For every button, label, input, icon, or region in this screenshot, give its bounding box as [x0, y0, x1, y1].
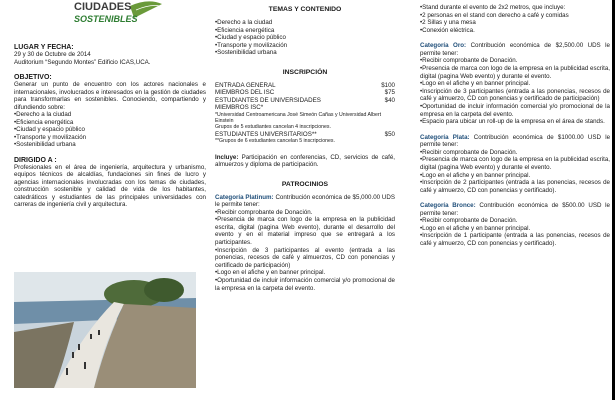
list-item: • Inscripción de 1 participante (entrada a las ponencias, recesos de café y almuerzo, CD con ponencias y certificado). [420, 232, 610, 247]
list-item: • Sostenibilidad urbana [14, 141, 206, 149]
logo-line2: SOSTENIBLES [74, 14, 138, 24]
list-item: • Oportunidad de incluir información comercial y/o promocional de la empresa en la carpeta del evento. [420, 103, 610, 118]
price-row: MIEMBROS DEL ISC $75 [215, 89, 395, 97]
dirigido-title: DIRIGIDO A : [14, 156, 57, 164]
inscripcion-title: INSCRIPCIÓN [282, 68, 328, 76]
oro-list [420, 57, 610, 125]
price-row: ESTUDIANTES DE UNIVERSIDADES $40 [215, 96, 395, 104]
list-item: • Espacio para ubicar un roll-up de la empresa en el área de stands. [420, 118, 610, 126]
photo-graphic [14, 272, 196, 388]
objetivo-list [14, 111, 206, 149]
list-item: • 2 Sillas y una mesa [420, 19, 610, 27]
middle-column [215, 6, 395, 292]
list-item: • Derecho a la ciudad [14, 111, 206, 119]
price-row: ENTRADA GENERAL $100 [215, 81, 395, 89]
list-item: • Presencia de marca con logo de la empresa en la publicidad escrita, digital (pagina Web evento) y durante el evento. [420, 65, 610, 80]
list-item: • Inscripción de 2 participantes (entrada a las ponencias, recesos de café y almuerzo, CD con ponencias y certificado). [420, 179, 610, 194]
list-item: • Conexión eléctrica. [420, 27, 610, 35]
logo-graphic [70, 0, 165, 30]
list-item: • Recibir comprobante de Donación. [215, 209, 395, 217]
dirigido-text: Profesionales en el área de ingeniería, arquitectura y urbanismo, equipos técnicos de alcaldías, fundaciones sin fines de lucro y agencias internacionales involucradas con los temas de ciudades, construcción sostenible y calidad de vida de los habitantes, catedráticos y estudiantes de las principales universidades con carreras de ingeniería civil y arquitectura. [14, 163, 206, 209]
list-item: • 2 personas en el stand con derecho a café y comidas [420, 12, 610, 20]
list-item: • Logo en el afiche y en banner principal. [420, 80, 610, 88]
pricing-note: Grupos de 5 estudiantes cancelan 4 inscripciones. [215, 124, 331, 131]
list-item: • Transporte y movilización [14, 134, 206, 142]
logo [70, 0, 165, 30]
stand-block [420, 4, 610, 34]
list-item: • Recibir comprobante de Donación. [420, 149, 610, 157]
list-item: • Logo en el afiche y en banner principal. [420, 225, 610, 233]
plata-intro: Categoría Plata: Contribución económica de $1000.00 USD le permite tener: [420, 133, 611, 149]
list-item: • Presencia de marca con logo de la empresa en la publicidad escrita, digital (pagina Web evento), durante el desarrollo del evento y en el material impreso que se entregará a los participantes. [215, 216, 395, 246]
temas-list [215, 19, 395, 57]
platinum-intro: Categoría Platinum: Contribución económica de $5,000.00 UDS le permite tener: [215, 193, 395, 209]
list-item: • Inscripción de 3 participantes (entrada a las ponencias, recesos de café y almuerzo, CD con ponencias y certificado de participación) [420, 88, 610, 103]
lugar-title: LUGAR Y FECHA: [14, 44, 74, 51]
pricing-note: **Grupos de 6 estudiantes cancelan 5 inscripciones. [215, 138, 335, 145]
list-item: • Derecho a la ciudad [215, 19, 395, 27]
list-item: • Recibir comprobante de Donación. [420, 57, 610, 65]
list-item: • Recibir comprobante de Donación. [420, 217, 610, 225]
bronce-list [420, 217, 610, 247]
right-column [420, 4, 610, 248]
logo-line1: CIUDADES [74, 1, 132, 13]
list-item: • Presencia de marca con logo de la empresa en la publicidad escrita, digital (pagina Web evento) y durante el evento. [420, 156, 610, 171]
patrocinios-title: PATROCINIOS [281, 180, 329, 188]
list-item: • Eficiencia energética [14, 119, 206, 127]
list-item: • Logo en el afiche y en banner principal. [215, 269, 395, 277]
list-item: • Inscripción de 3 participantes al evento (entrada a las ponencias, recesos de café y almuerzos, CD con ponencias y certificado de participación) [215, 247, 395, 270]
list-item: • Ciudad y espacio público [215, 34, 395, 42]
left-column [14, 44, 206, 209]
pricing-note: *Universidad Centroamericana José Simeón Cañas y Universidad Albert Einstein [215, 111, 382, 124]
list-item: • Oportunidad de incluir información comercial y/o promocional de la empresa en la carpeta del evento. [215, 277, 395, 292]
bronce-intro: Categoría Bronce: Contribución económica de $500.00 USD le permite tener: [420, 202, 610, 217]
list-item: • Stand durante el evento de 2x2 metros, que incluye: [420, 4, 610, 12]
pricing-table [215, 82, 395, 145]
list-item: • Transporte y movilización [215, 42, 395, 50]
oro-intro: Categoría Oro: Contribución económica de $2,500.00 UDS le permite tener: [420, 42, 610, 57]
list-item: • Sostenibilidad urbana [215, 49, 395, 57]
objetivo-title: OBJETIVO: [14, 74, 52, 81]
lugar-date: 29 y 30 de Octubre de 2014 [14, 51, 91, 58]
event-photo [14, 272, 196, 388]
list-item: • Ciudad y espacio público [14, 126, 206, 134]
temas-title: TEMAS Y CONTENIDO [268, 6, 342, 13]
list-item: • Logo en el afiche y en banner principal. [420, 172, 610, 180]
price-row: ESTUDIANTES UNIVERSITARIOS** $50 [215, 130, 395, 138]
plata-list [420, 149, 610, 195]
price-row: MIEMBROS ISC* [215, 104, 264, 112]
objetivo-text: Generar un punto de encuentro con los actores nacionales e internacionales, involucrados e interesados en la gestión de ciudades para transformarlas en sostenibles. Conociendo, compartiendo y difundiendo sobre: [14, 81, 206, 111]
lugar-place: Auditorium “Segundo Montes” Edificio ICAS,UCA. [14, 58, 151, 66]
incluye-text: Incluye: Participación en conferencias, CD, servicios de café, almuerzos y diploma de participación. [215, 153, 395, 169]
list-item: • Eficiencia energética [215, 27, 395, 35]
platinum-list [215, 209, 395, 293]
